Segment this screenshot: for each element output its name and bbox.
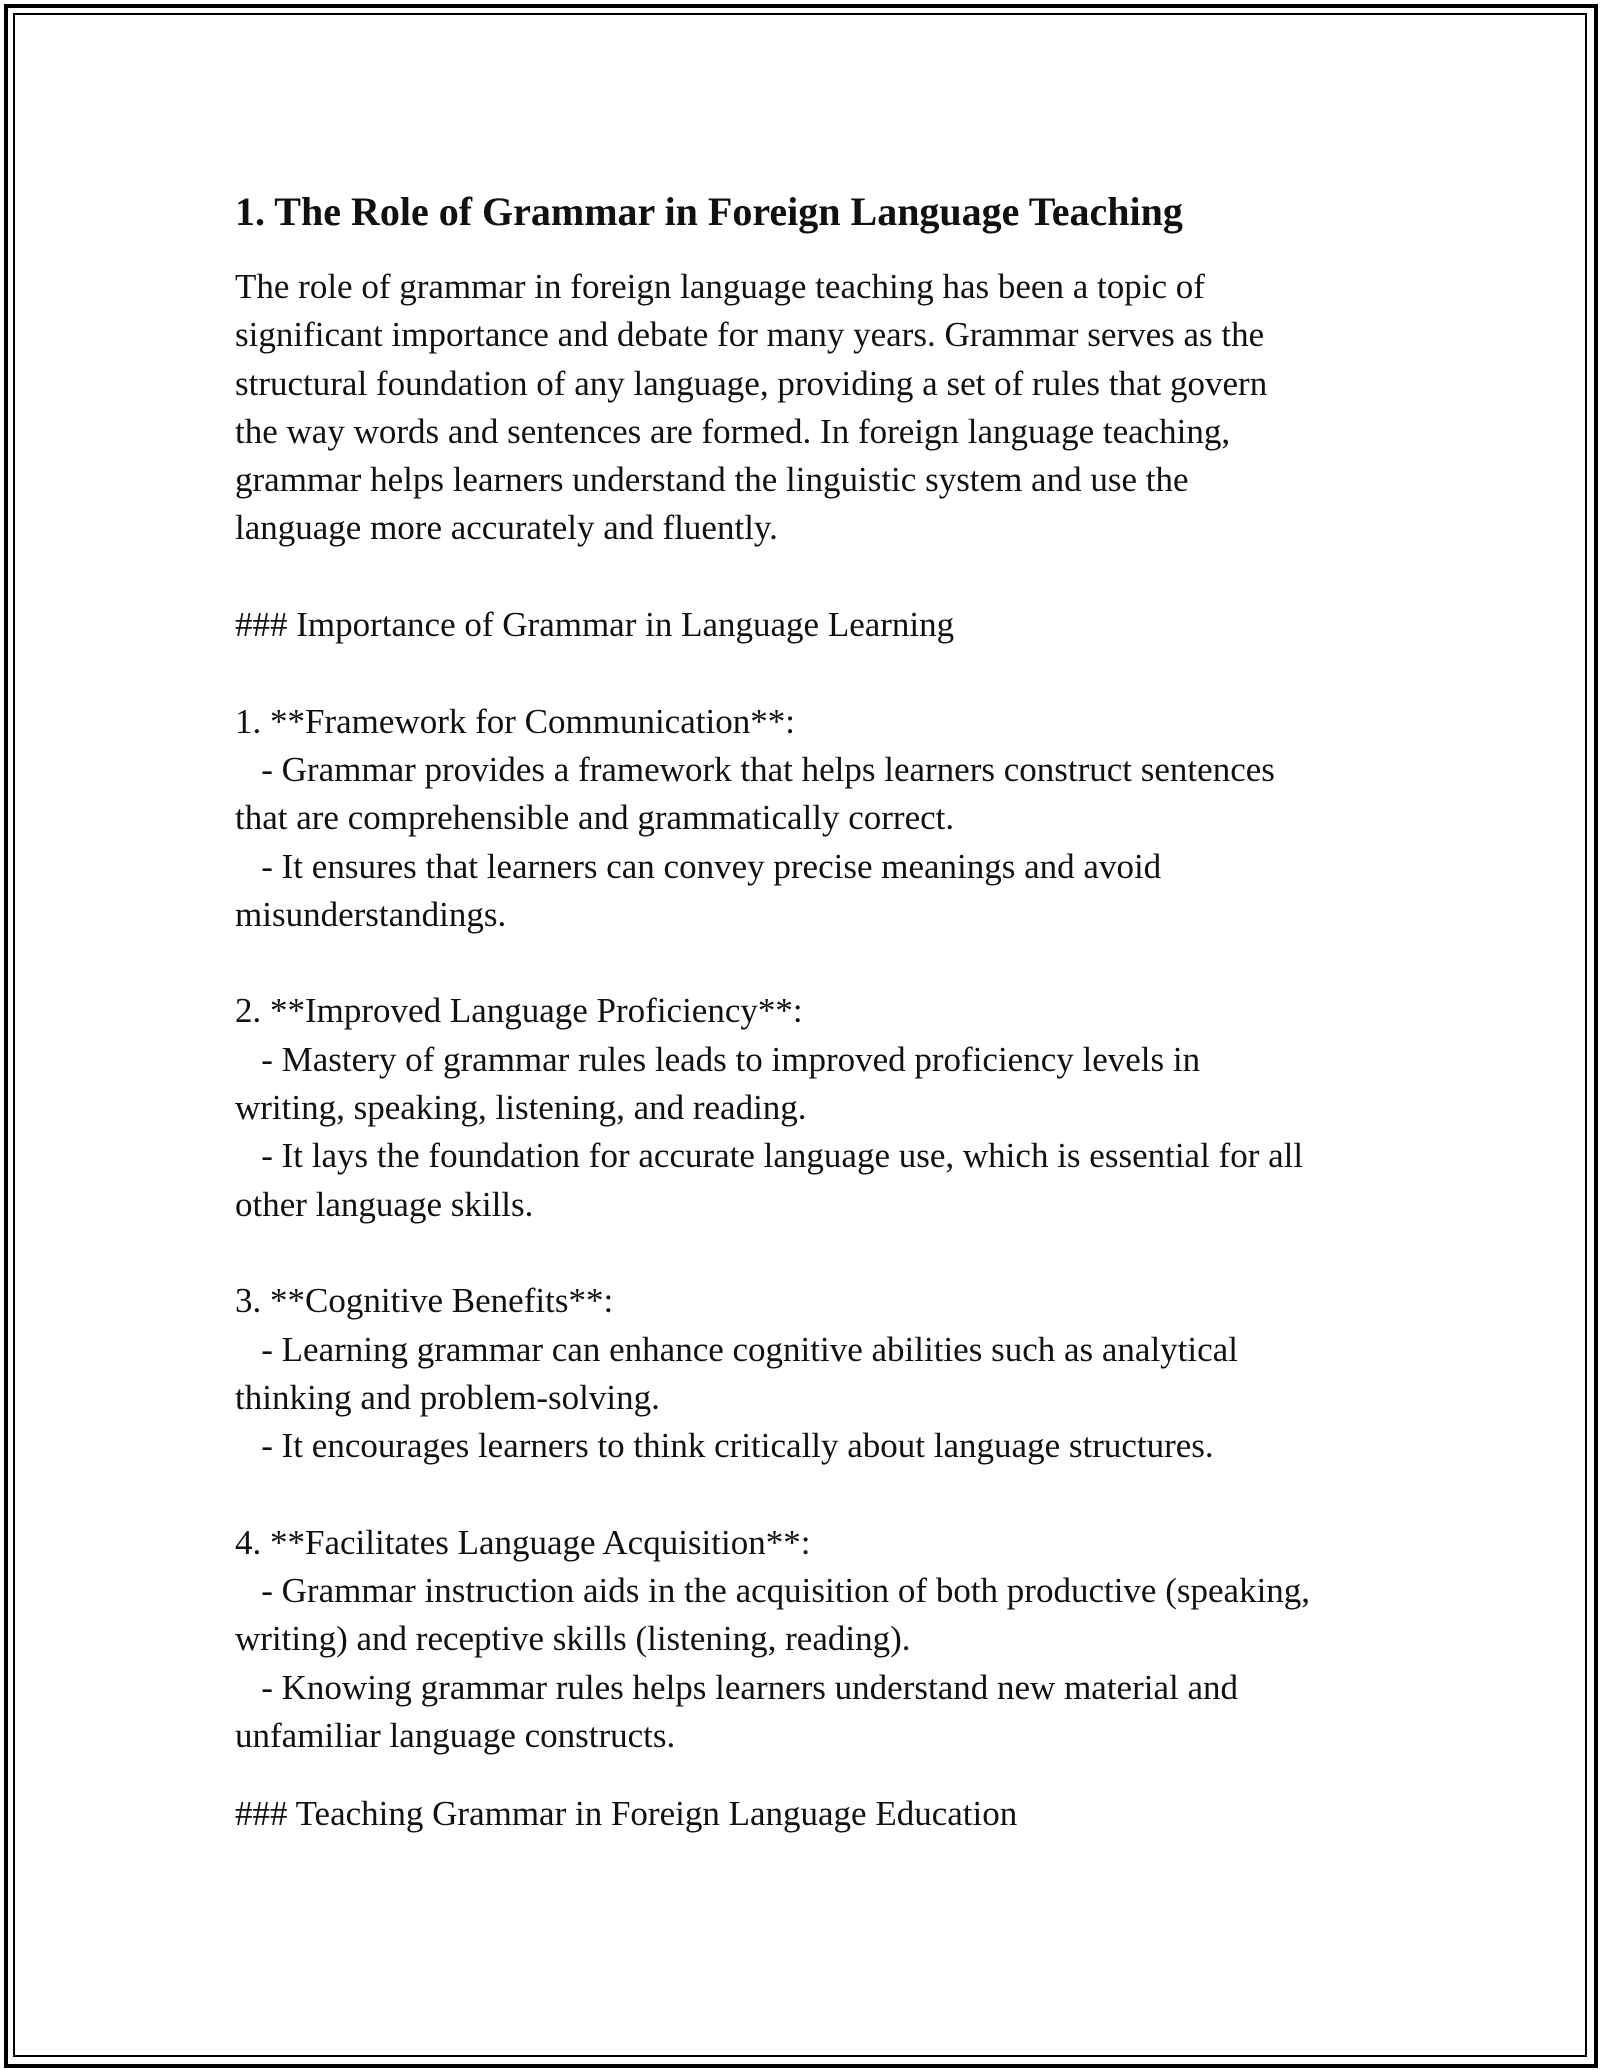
spacer	[235, 939, 1385, 987]
intro-line: The role of grammar in foreign language teaching has been a topic of	[235, 267, 1205, 306]
intro-line: significant importance and debate for many years. Grammar serves as the	[235, 315, 1265, 355]
list-item-line: - It encourages learners to think critically about language structures.	[235, 1426, 1214, 1466]
list-item-line: - Learning grammar can enhance cognitive abilities such as analytical	[235, 1329, 1238, 1369]
spacer	[235, 649, 1385, 697]
spacer	[235, 553, 1385, 601]
list-item-line: writing, speaking, listening, and reading.	[235, 1088, 807, 1128]
list-item-line: - Grammar provides a framework that helps learners construct sentences	[235, 749, 1275, 789]
section-heading-importance: ### Importance of Grammar in Language Learning	[235, 605, 955, 645]
list-item-line: writing) and receptive skills (listening, reading).	[235, 1619, 911, 1659]
list-item-line: - It ensures that learners can convey precise meanings and avoid	[235, 846, 1162, 886]
intro-line: language more accurately and fluently.	[235, 508, 778, 548]
spacer	[235, 1760, 1385, 1790]
intro-line: grammar helps learners understand the linguistic system and use the	[235, 460, 1189, 500]
document-body	[235, 185, 1385, 1839]
list-item-line: - Mastery of grammar rules leads to improved proficiency levels in	[235, 1039, 1201, 1079]
section-heading-teaching: ### Teaching Grammar in Foreign Language Education	[235, 1794, 1018, 1834]
document-title: 1. The Role of Grammar in Foreign Language Teaching	[235, 189, 1183, 234]
intro-line: the way words and sentences are formed. In foreign language teaching,	[235, 411, 1231, 451]
intro-line: structural foundation of any language, providing a set of rules that govern	[235, 363, 1268, 403]
intro-paragraph	[235, 263, 1385, 553]
list-item-line: - Grammar instruction aids in the acquisition of both productive (speaking,	[235, 1571, 1311, 1611]
list-item-line: unfamiliar language constructs.	[235, 1715, 676, 1755]
list-item-proficiency	[235, 987, 1385, 1228]
list-item-line: - Knowing grammar rules helps learners understand new material and	[235, 1667, 1239, 1707]
list-item-heading: 3. **Cognitive Benefits**:	[235, 1281, 614, 1321]
spacer	[235, 1470, 1385, 1518]
spacer	[235, 1229, 1385, 1277]
list-item-heading: 2. **Improved Language Proficiency**:	[235, 991, 803, 1031]
list-item-cognitive	[235, 1277, 1385, 1470]
list-item-heading: 4. **Facilitates Language Acquisition**:	[235, 1522, 811, 1562]
list-item-line: other language skills.	[235, 1184, 534, 1224]
list-item-line: - It lays the foundation for accurate language use, which is essential for all	[235, 1136, 1304, 1176]
list-item-line: misunderstandings.	[235, 894, 507, 934]
list-item-framework	[235, 698, 1385, 939]
list-item-line: thinking and problem-solving.	[235, 1377, 660, 1417]
list-item-acquisition	[235, 1519, 1385, 1760]
list-item-heading: 1. **Framework for Communication**:	[235, 701, 795, 741]
list-item-line: that are comprehensible and grammatically correct.	[235, 798, 955, 838]
